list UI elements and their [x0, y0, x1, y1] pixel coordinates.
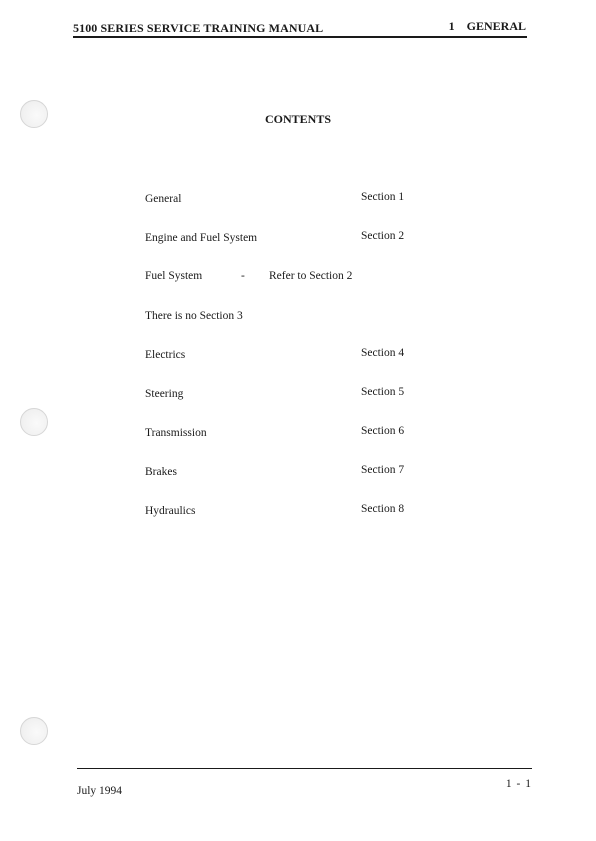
page-number: 1 - 1 [505, 778, 532, 790]
toc-label: There is no Section 3 [145, 310, 243, 322]
header-divider [73, 36, 527, 38]
footer-date: July 1994 [77, 785, 123, 797]
toc-label: Fuel System [145, 270, 203, 282]
toc-row [145, 232, 415, 248]
toc-section: Section 2 [361, 230, 405, 242]
toc-row [145, 505, 415, 521]
toc-row [145, 466, 415, 482]
toc-section: Section 4 [361, 347, 405, 359]
toc-label: Steering [145, 388, 184, 400]
contents-title: CONTENTS [264, 112, 332, 126]
section-number: 1 [448, 19, 455, 33]
toc-row [145, 388, 415, 404]
toc-label: Brakes [145, 466, 177, 478]
toc-row [145, 193, 415, 209]
toc-label: Hydraulics [145, 505, 196, 517]
footer-divider [77, 768, 532, 769]
toc-section: Section 5 [361, 386, 405, 398]
toc-dash: - [241, 270, 245, 282]
toc-row [145, 310, 415, 326]
toc-row [145, 427, 415, 443]
toc-label: Engine and Fuel System [145, 232, 258, 244]
toc-section: Section 8 [361, 503, 405, 515]
toc-label: General [145, 193, 182, 205]
toc-section: Section 6 [361, 425, 405, 437]
section-heading [449, 19, 526, 34]
manual-title: 5100 SERIES SERVICE TRAINING MANUAL [73, 21, 324, 35]
toc-row [145, 349, 415, 365]
toc-label: Transmission [145, 427, 207, 439]
toc-section: Section 1 [361, 191, 405, 203]
punch-hole [20, 717, 48, 745]
toc-reference: Refer to Section 2 [269, 270, 353, 282]
toc-label: Electrics [145, 349, 186, 361]
toc-section: Section 7 [361, 464, 405, 476]
punch-hole [20, 408, 48, 436]
toc-row [145, 270, 415, 286]
section-name: GENERAL [466, 19, 526, 33]
